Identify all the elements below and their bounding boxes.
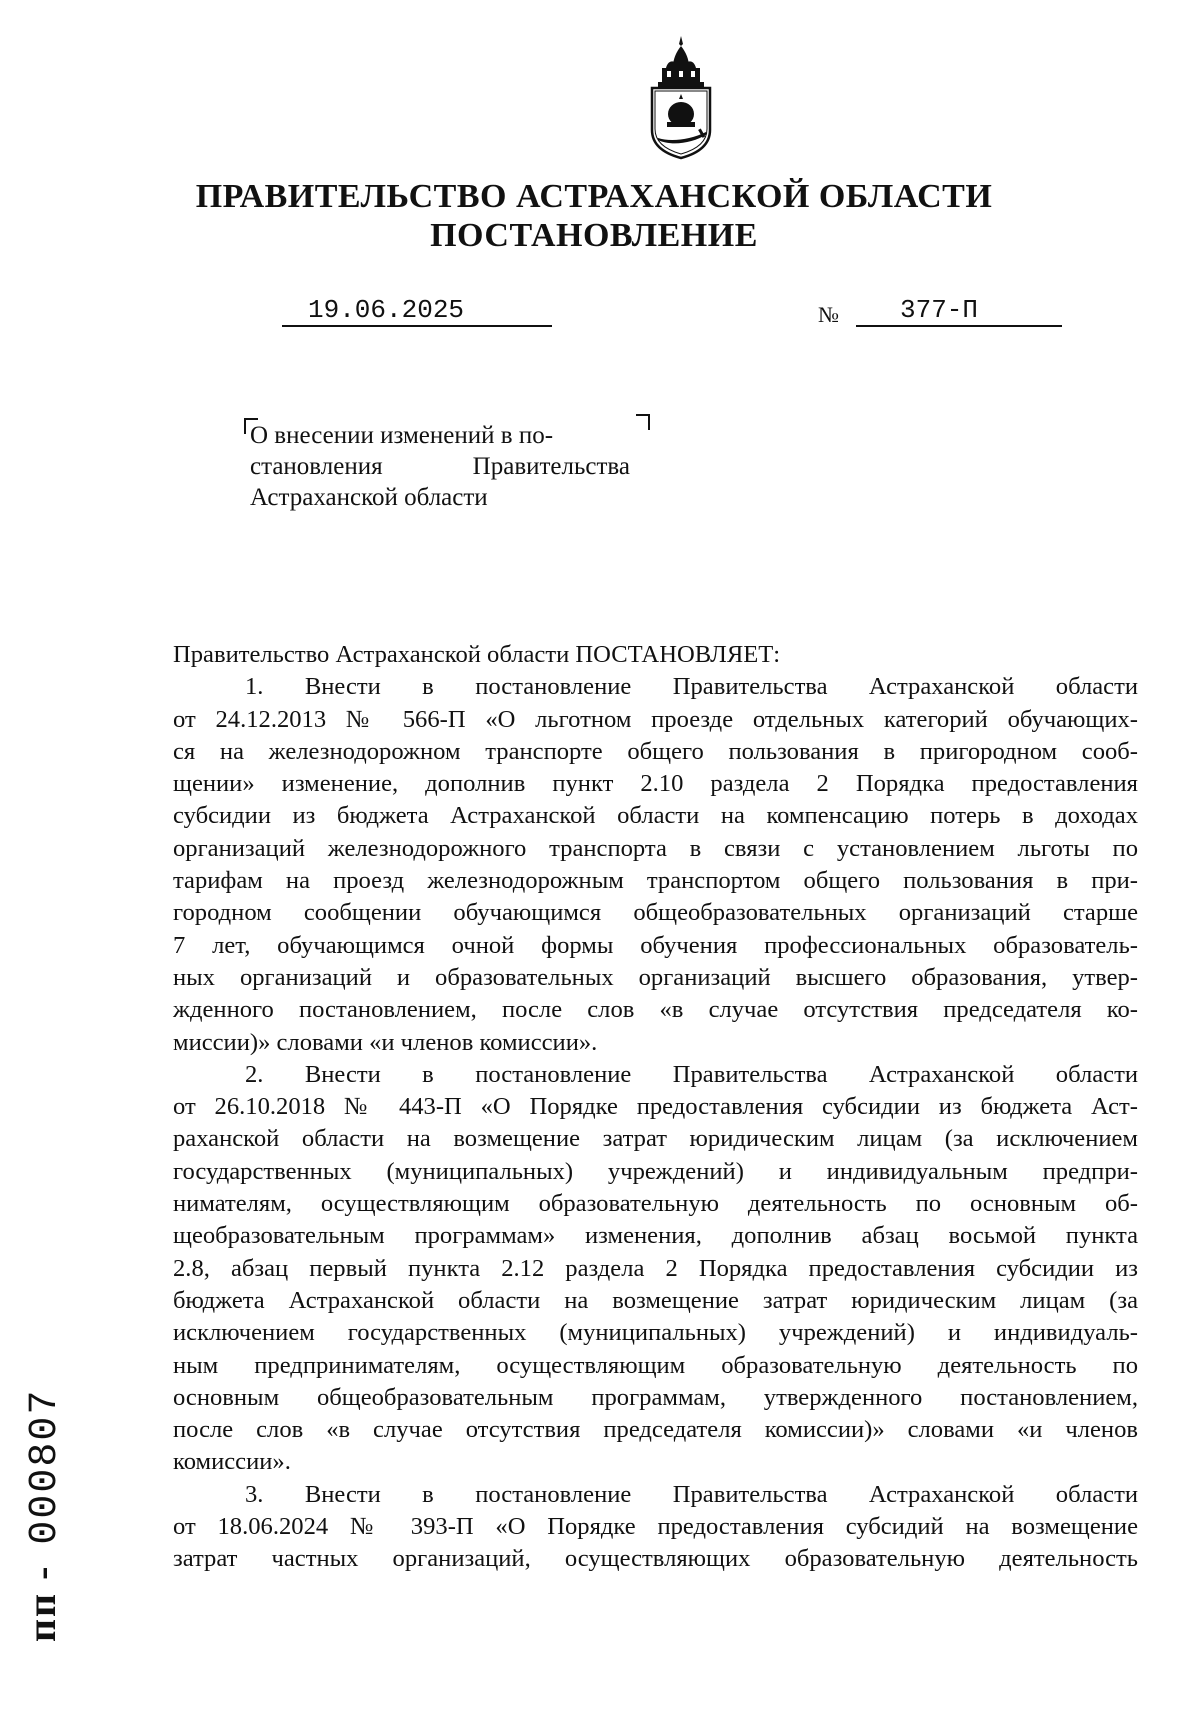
subject-bracket-right bbox=[636, 414, 650, 430]
paragraph-line: ных организаций и образовательных организаций высшего образования, утвер- bbox=[173, 963, 1138, 991]
paragraph-line: 1. Внести в постановление Правительства Астраханской области bbox=[245, 673, 1138, 701]
document-date: 19.06.2025 bbox=[282, 295, 552, 327]
paragraph-line: от 24.12.2013 № 566-П «О льготном проезде отдельных категорий обучающих- bbox=[173, 705, 1138, 733]
paragraph-line: государственных (муниципальных) учреждений) и индивидуальным предпри- bbox=[173, 1157, 1138, 1185]
registration-prefix: пп - bbox=[19, 1564, 64, 1642]
paragraph-line: раханской области на возмещение затрат юридическим лицам (за исключением bbox=[173, 1125, 1138, 1153]
paragraph-line: жденного постановлением, после слов «в случае отсутствия председателя ко- bbox=[173, 996, 1138, 1024]
paragraph-line: ся на железнодорожном транспорте общего пользования в пригородном сооб- bbox=[173, 737, 1138, 765]
paragraph-line: от 26.10.2018 № 443-П «О Порядке предоставления субсидии из бюджета Аст- bbox=[173, 1093, 1138, 1121]
paragraph-line: бюджета Астраханской области на возмещение затрат юридическим лицам (за bbox=[173, 1286, 1138, 1314]
organization-title: ПРАВИТЕЛЬСТВО АСТРАХАНСКОЙ ОБЛАСТИ bbox=[195, 178, 993, 215]
paragraph-line: нимателям, осуществляющим образовательную деятельность по основным об- bbox=[173, 1190, 1138, 1218]
document-type-title: ПОСТАНОВЛЕНИЕ bbox=[430, 217, 758, 254]
subject-bracket-left bbox=[244, 418, 258, 434]
document-body bbox=[173, 639, 1138, 1576]
paragraph-line: 2.8, абзац первый пункта 2.12 раздела 2 Порядка предоставления субсидии из bbox=[173, 1254, 1138, 1282]
subject-line-3: Астраханской области bbox=[250, 484, 488, 511]
paragraph-line: субсидии из бюджета Астраханской области на компенсацию потерь в доходах bbox=[173, 802, 1138, 830]
registration-code bbox=[20, 1389, 68, 1642]
subject-line-2: становления Правительства bbox=[250, 453, 630, 480]
number-sign: № bbox=[818, 302, 839, 327]
paragraph-line: организаций железнодорожного транспорта в связи с установлением льготы по bbox=[173, 834, 1138, 862]
coat-of-arms-icon bbox=[640, 34, 722, 160]
paragraph-line: миссии)» словами «и членов комиссии». bbox=[173, 1028, 598, 1056]
paragraph-line: 2. Внести в постановление Правительства Астраханской области bbox=[245, 1060, 1138, 1088]
paragraph-line: от 18.06.2024 № 393-П «О Порядке предоставления субсидий на возмещение bbox=[173, 1513, 1138, 1541]
paragraph-line: щении» изменение, дополнив пункт 2.10 раздела 2 Порядка предоставления bbox=[173, 770, 1138, 798]
paragraph-line: щеобразовательным программам» изменения, дополнив абзац восьмой пункта bbox=[173, 1222, 1138, 1250]
paragraph-line: затрат частных организаций, осуществляющих образовательную деятельность bbox=[173, 1545, 1138, 1573]
subject-line-1: О внесении изменений в по- bbox=[250, 422, 554, 449]
paragraph-line: основным общеобразовательным программам, утвержденного постановлением, bbox=[173, 1383, 1138, 1411]
document-subject bbox=[250, 420, 642, 513]
paragraph-line: городном сообщении обучающимся общеобразовательных организаций старше bbox=[173, 899, 1138, 927]
paragraph-line: 7 лет, обучающимся очной формы обучения профессиональных образователь- bbox=[173, 931, 1138, 959]
registration-number: 000807 bbox=[23, 1388, 68, 1545]
document-number: 377-П bbox=[856, 295, 1062, 327]
paragraph-line: исключением государственных (муниципальных) учреждений) и индивидуаль- bbox=[173, 1319, 1138, 1347]
paragraph-line: ным предпринимателям, осуществляющим образовательную деятельность по bbox=[173, 1351, 1138, 1379]
paragraph-line: 3. Внести в постановление Правительства Астраханской области bbox=[245, 1480, 1138, 1508]
preamble-line: Правительство Астраханской области ПОСТАНОВЛЯЕТ: bbox=[173, 641, 781, 668]
paragraph-line: тарифам на проезд железнодорожным транспортом общего пользования в при- bbox=[173, 867, 1138, 895]
paragraph-line: комиссии». bbox=[173, 1448, 291, 1476]
paragraph-line: после слов «в случае отсутствия председателя комиссии)» словами «и членов bbox=[173, 1416, 1138, 1444]
